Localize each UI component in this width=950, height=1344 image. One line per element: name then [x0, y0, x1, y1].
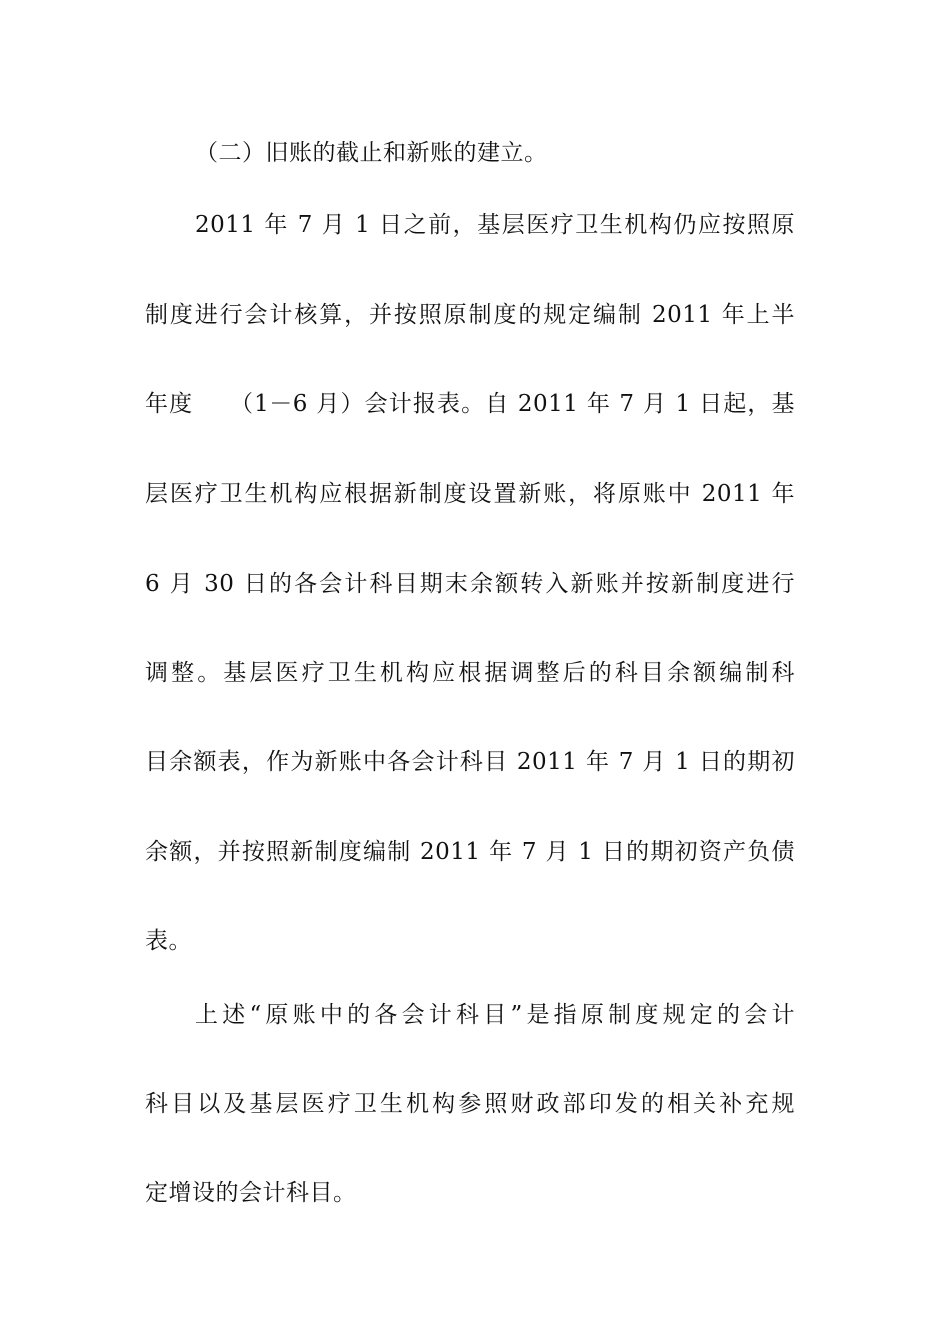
- paragraph-line: 科目以及基层医疗卫生机构参照财政部印发的相关补充规: [145, 1091, 795, 1117]
- paragraph-line: 余额，并按照新制度编制 2011 年 7 月 1 日的期初资产负债: [145, 839, 795, 865]
- paragraph-line: 6 月 30 日的各会计科目期末余额转入新账并按新制度进行: [145, 571, 795, 597]
- section-heading: （二）旧账的截止和新账的建立。: [195, 140, 548, 166]
- paragraph-line: 制度进行会计核算，并按照原制度的规定编制 2011 年上半: [145, 302, 795, 328]
- paragraph-line: 表。: [145, 928, 192, 954]
- paragraph-line: 上述“原账中的各会计科目”是指原制度规定的会计: [195, 1002, 795, 1028]
- paragraph-line: 目余额表，作为新账中各会计科目 2011 年 7 月 1 日的期初: [145, 749, 795, 775]
- paragraph-line: 层医疗卫生机构应根据新制度设置新账，将原账中 2011 年: [145, 481, 795, 507]
- paragraph-line: 2011 年 7 月 1 日之前，基层医疗卫生机构仍应按照原: [195, 212, 795, 238]
- paragraph-line: 年度 （1－6 月）会计报表。自 2011 年 7 月 1 日起，基: [145, 391, 795, 417]
- paragraph-line: 调整。基层医疗卫生机构应根据调整后的科目余额编制科: [145, 660, 795, 686]
- paragraph-line: 定增设的会计科目。: [145, 1180, 357, 1206]
